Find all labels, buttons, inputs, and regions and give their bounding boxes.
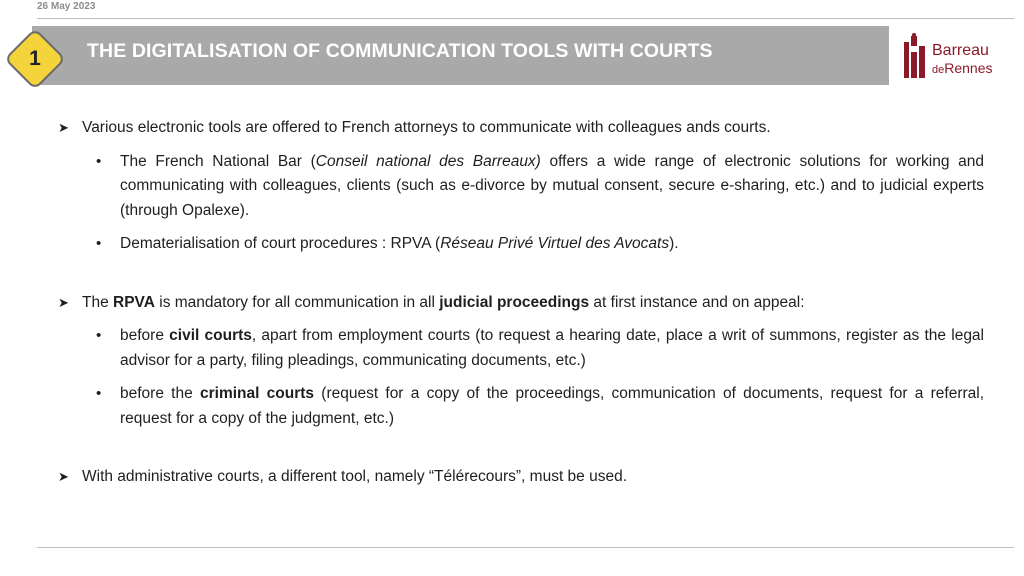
section-1-bullet-2 (58, 232, 984, 257)
bullet-italic-text: Réseau Privé Virtuel des Avocats (440, 235, 670, 252)
section-3-point (58, 465, 984, 490)
arrow-bullet-icon: ➤ (58, 120, 69, 135)
logo-text-barreau: Barreau (932, 42, 989, 59)
section-1-text: Various electronic tools are offered to French attorneys to communicate with colleagues ands courts. (82, 119, 771, 136)
bullet-text: , apart from employment courts (to request a hearing date, place a writ of summons, register as the legal advisor for a party, filing pleadings, communicating documents, etc.) (120, 327, 984, 369)
bullet-dot-icon: • (96, 327, 102, 344)
bullet-dot-icon: • (96, 235, 102, 252)
slide-title: THE DIGITALISATION OF COMMUNICATION TOOLS WITH COURTS (87, 40, 713, 62)
logo-text-rennes (932, 60, 993, 76)
logo-text-city: Rennes (944, 60, 993, 76)
bottom-divider (37, 547, 1014, 548)
section-2-bold-text: judicial proceedings (439, 293, 590, 311)
slide-body (58, 116, 984, 490)
section-number: 1 (29, 47, 41, 70)
bullet-dot-icon: • (96, 152, 102, 170)
bullet-italic-text: Conseil national des Barreaux) (315, 152, 541, 170)
section-2-text: at first instance and on appeal: (589, 293, 805, 311)
top-divider (37, 18, 1014, 19)
section-3-text: With administrative courts, a different tool, namely “Télérecours”, must be used. (82, 468, 628, 485)
section-1-bullet-1 (58, 150, 984, 224)
bullet-bold-text: civil courts (169, 327, 252, 344)
section-2-point (58, 291, 984, 316)
slide-date: 26 May 2023 (37, 1, 96, 12)
bullet-bold-text: criminal courts (199, 385, 315, 402)
logo-text-de: de (932, 64, 945, 76)
bullet-text: offers a wide range of electronic solutions for working and communicating with colleagues, clients (such as e-divorce by mutual consent, secure e-sharing, etc.) and to judicial experts (through Opalexe). (120, 152, 985, 219)
section-2-bullet-2 (58, 382, 984, 431)
section-2-text: is mandatory for all communication in all (154, 293, 440, 311)
section-2-text: The (82, 293, 114, 311)
arrow-bullet-icon: ➤ (58, 294, 69, 310)
bullet-text: (request for a copy of the proceedings, communication of documents, request for a referral, request for a copy of the judgment, etc.) (120, 385, 985, 427)
bullet-text: before (120, 327, 170, 344)
bullet-text: The French National Bar ( (120, 152, 316, 170)
section-2-bold-text: RPVA (113, 293, 155, 311)
section-2-bullet-1 (58, 324, 984, 373)
section-1-point (58, 116, 984, 141)
bullet-dot-icon: • (96, 385, 102, 402)
arrow-bullet-icon: ➤ (58, 469, 69, 484)
bullet-text: before the (120, 385, 200, 402)
bullet-text: Dematerialisation of court procedures : RPVA ( (120, 235, 441, 252)
bullet-text: ). (669, 235, 679, 252)
